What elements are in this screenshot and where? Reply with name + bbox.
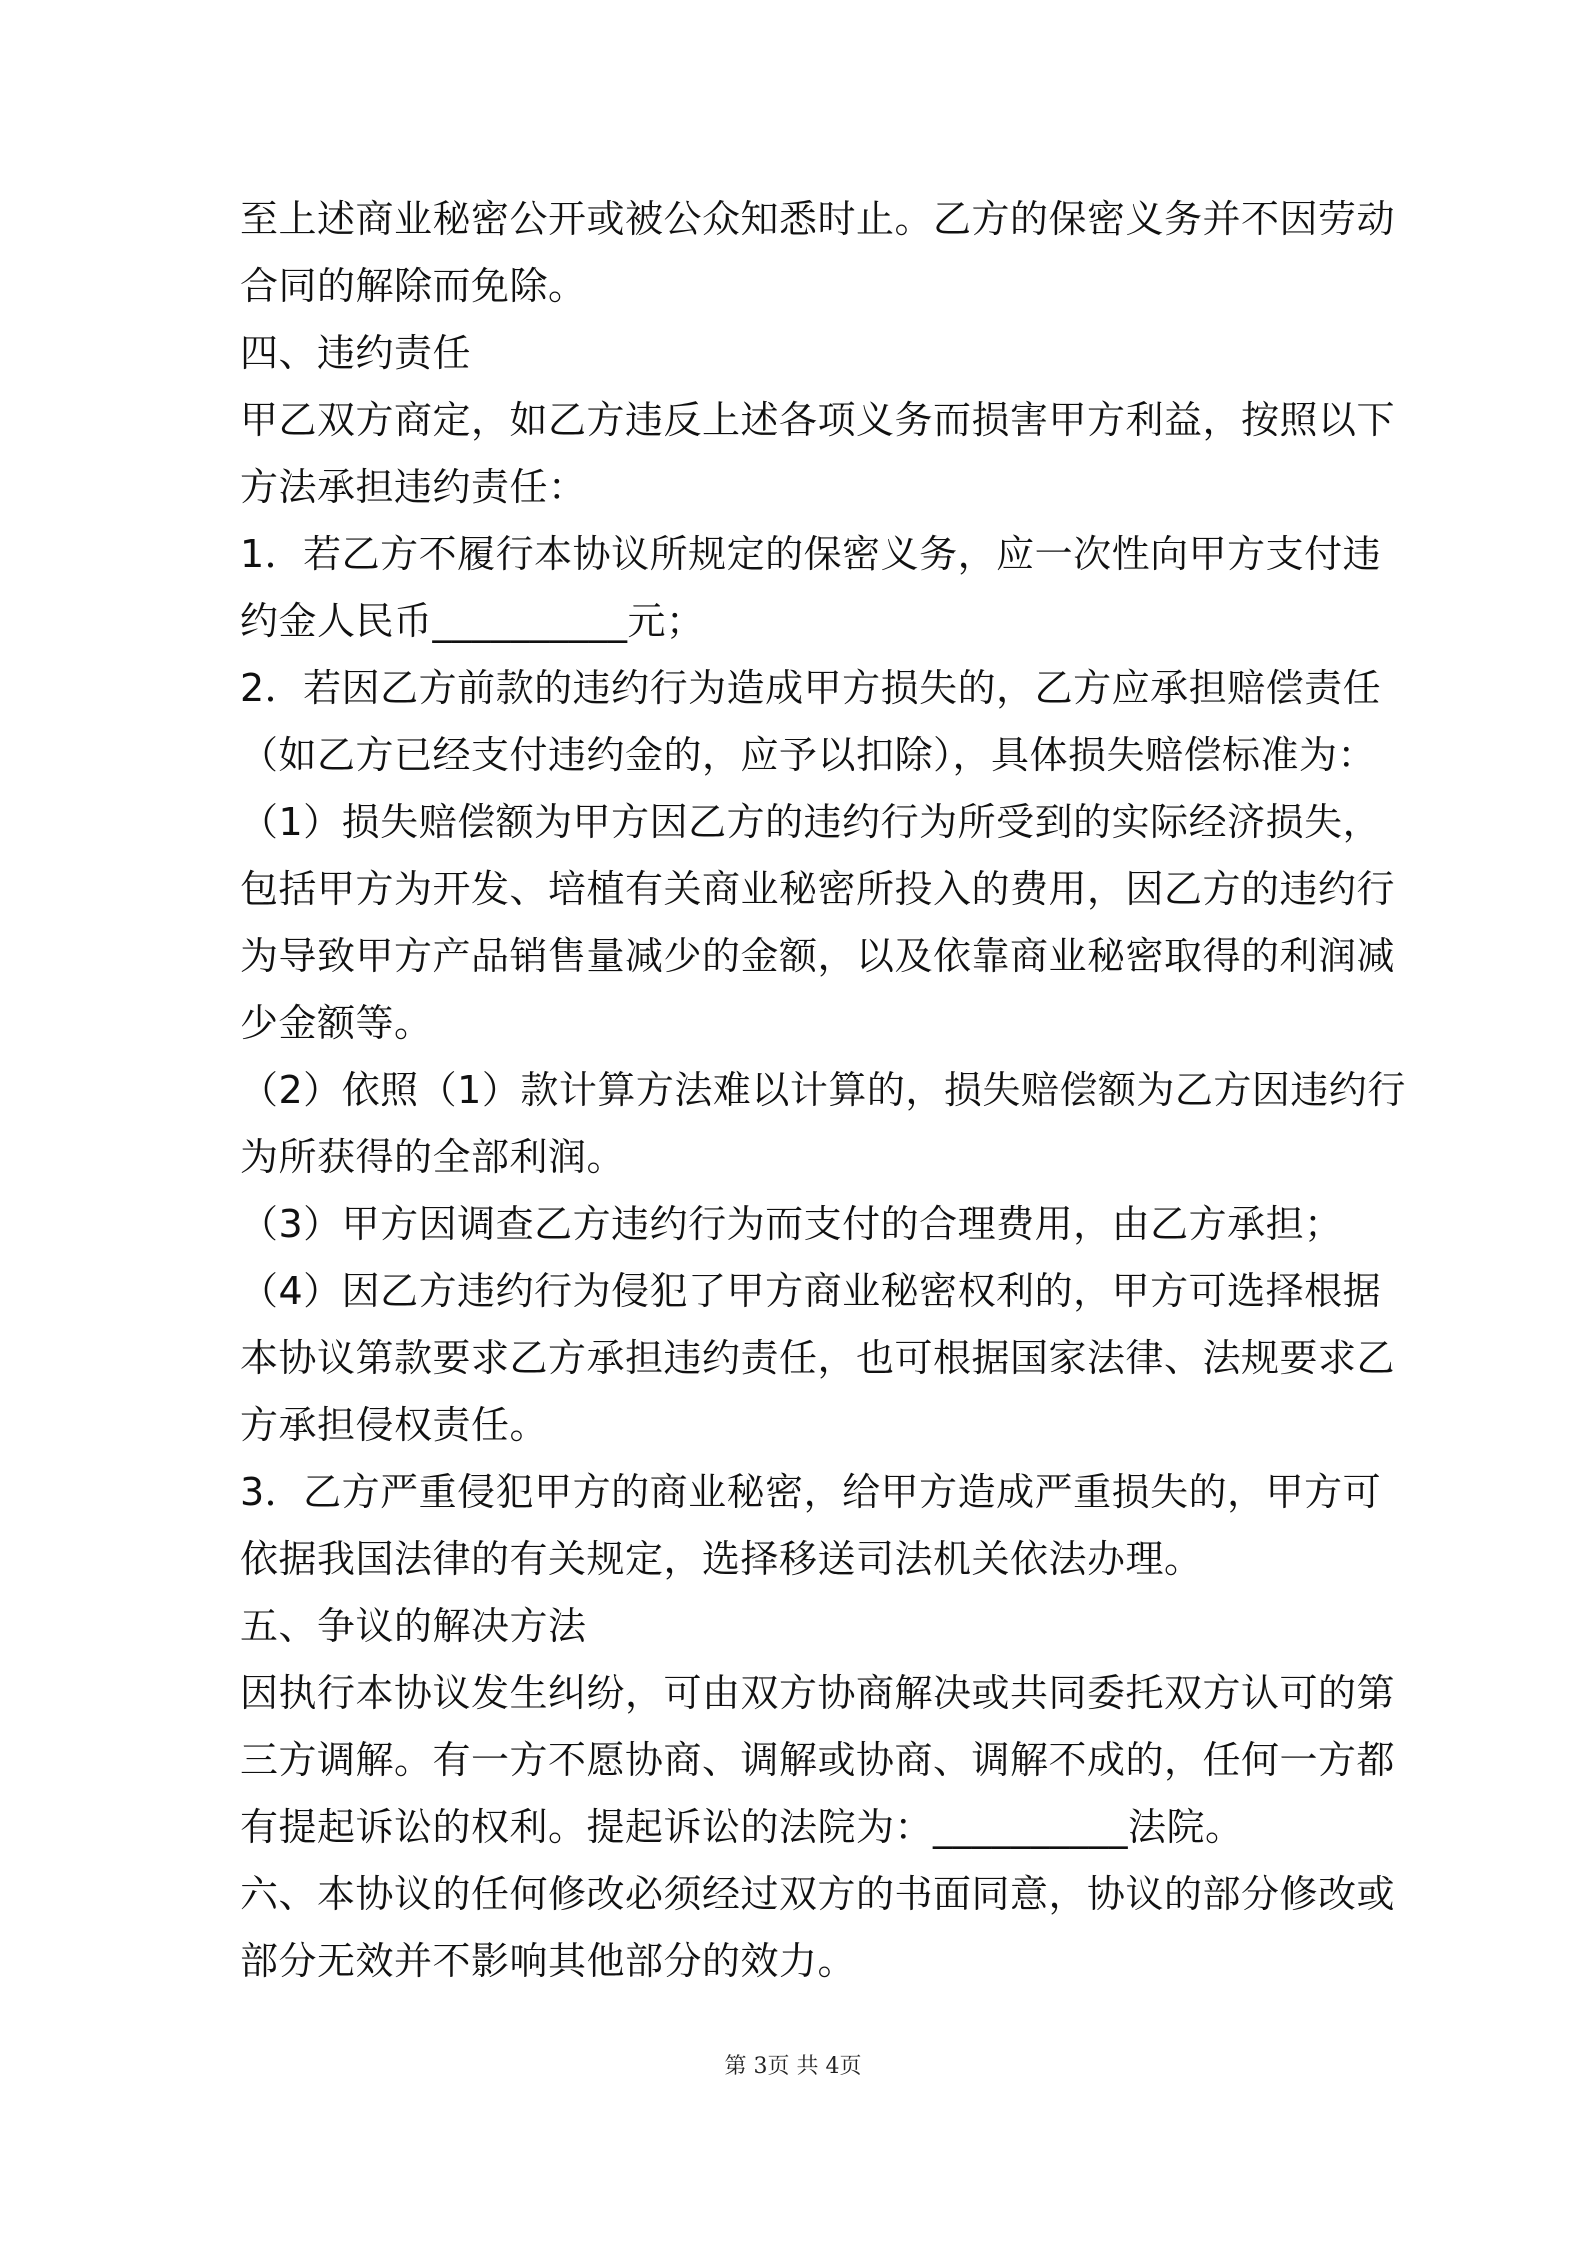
text-line: 约金人民币__________元； (240, 599, 705, 643)
text-line: 部分无效并不影响其他部分的效力。 (240, 1939, 857, 1983)
text-line: （如乙方已经支付违约金的，应予以扣除），具体损失赔偿标准为： (240, 733, 1377, 777)
section-heading: 四、违约责任 (240, 331, 472, 375)
text-line: 因执行本协议发生纠纷，可由双方协商解决或共同委托双方认可的第 (240, 1671, 1396, 1715)
text-line: （3）甲方因调查乙方违约行为而支付的合理费用，由乙方承担； (240, 1202, 1343, 1246)
text-line: 依据我国法律的有关规定，选择移送司法机关依法办理。 (240, 1537, 1203, 1581)
text-line: 少金额等。 (240, 1001, 433, 1045)
page-number-footer: 第 3页 共 4页 (724, 2054, 862, 2079)
text-line: 包括甲方为开发、培植有关商业秘密所投入的费用，因乙方的违约行 (240, 867, 1396, 911)
text-line: 甲乙双方商定，如乙方违反上述各项义务而损害甲方利益，按照以下 (240, 398, 1396, 442)
text-line: 为导致甲方产品销售量减少的金额，以及依靠商业秘密取得的利润减 (240, 934, 1396, 978)
text-line: 方承担侵权责任。 (240, 1403, 549, 1447)
text-line: 三方调解。有一方不愿协商、调解或协商、调解不成的，任何一方都 (240, 1738, 1396, 1782)
text-line: 方法承担违约责任： (240, 465, 587, 509)
text-line: 本协议第款要求乙方承担违约责任，也可根据国家法律、法规要求乙 (240, 1336, 1396, 1380)
text-line: 六、本协议的任何修改必须经过双方的书面同意，协议的部分修改或 (240, 1872, 1396, 1916)
text-line: 3．乙方严重侵犯甲方的商业秘密，给甲方造成严重损失的，甲方可 (240, 1470, 1382, 1514)
text-line: 有提起诉讼的权利。提起诉讼的法院为：__________法院。 (240, 1805, 1244, 1849)
text-line: （1）损失赔偿额为甲方因乙方的违约行为所受到的实际经济损失， (240, 800, 1382, 844)
text-line: （4）因乙方违约行为侵犯了甲方商业秘密权利的，甲方可选择根据 (240, 1269, 1382, 1313)
text-line: 至上述商业秘密公开或被公众知悉时止。乙方的保密义务并不因劳动 (240, 197, 1396, 241)
document-body (240, 186, 1406, 1995)
text-line: 1．若乙方不履行本协议所规定的保密义务，应一次性向甲方支付违 (240, 532, 1382, 576)
text-line: 2．若因乙方前款的违约行为造成甲方损失的，乙方应承担赔偿责任 (240, 666, 1382, 710)
text-line: 合同的解除而免除。 (240, 264, 587, 308)
section-heading: 五、争议的解决方法 (240, 1604, 587, 1648)
text-line: 为所获得的全部利润。 (240, 1135, 626, 1179)
text-line: （2）依照（1）款计算方法难以计算的，损失赔偿额为乙方因违约行 (240, 1068, 1406, 1112)
